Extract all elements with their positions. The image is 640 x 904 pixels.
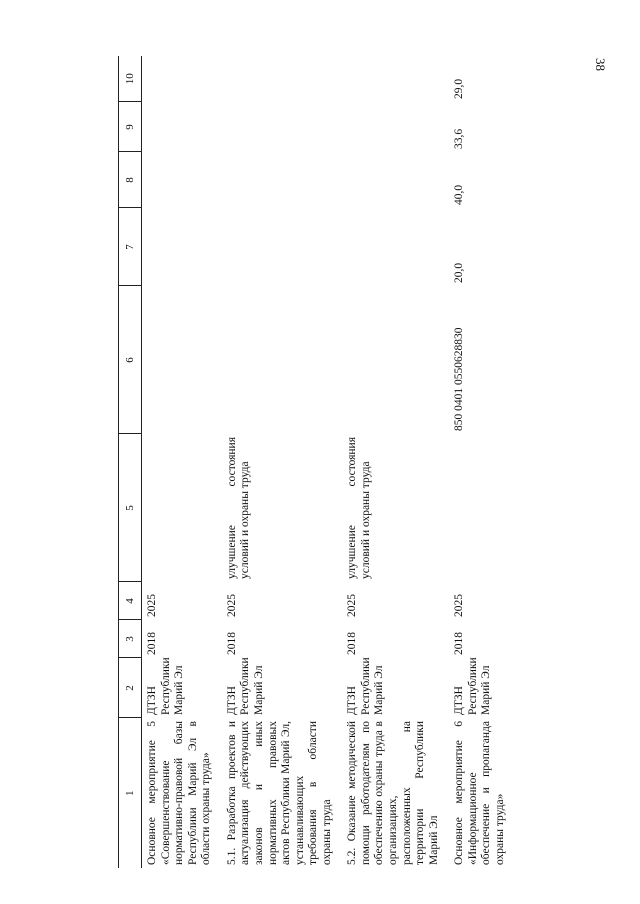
table-row: [445, 56, 511, 868]
col-header-5: 5: [119, 434, 142, 582]
activity-name: Основное мероприятие 6 «Информационное обеспечение и пропаганда охраны труда»: [453, 721, 506, 865]
value-col-7: 20,0: [453, 262, 466, 283]
expected-result: улучшение состояния условий и охраны труда: [346, 437, 372, 579]
expected-result: [142, 434, 218, 582]
rotated-table-container: [118, 56, 618, 868]
budget-code: [142, 286, 218, 434]
start-year: 2018: [453, 632, 466, 655]
col-header-8: 8: [119, 152, 142, 208]
program-table: [118, 56, 512, 868]
value-col-8: [142, 152, 218, 208]
col-header-7: 7: [119, 208, 142, 286]
value-col-10: 29,0: [453, 78, 466, 99]
col-header-6: 6: [119, 286, 142, 434]
budget-code: [218, 286, 339, 434]
executor: ДТЗН Республики Марий Эл: [346, 657, 386, 715]
start-year: 2018: [346, 632, 359, 655]
budget-code: 850 0401 0550628830: [453, 327, 466, 431]
executor: ДТЗН Республики Марий Эл: [146, 657, 186, 715]
value-col-9: [142, 102, 218, 152]
value-col-10: [338, 56, 445, 102]
value-col-9: 33,6: [453, 128, 466, 149]
end-year: 2025: [146, 594, 158, 617]
col-header-2: 2: [119, 658, 142, 718]
col-header-4: 4: [119, 582, 142, 620]
activity-name: Основное мероприятие 5 «Совершенствование нормативно-правовой базы Республики Марий Эл в области охраны труда»: [146, 721, 213, 865]
col-header-1: 1: [119, 718, 142, 868]
col-header-3: 3: [119, 620, 142, 658]
budget-code: [338, 286, 445, 434]
end-year: 2025: [225, 594, 238, 617]
table-row: [218, 56, 339, 868]
expected-result: [445, 434, 511, 582]
value-col-9: [338, 102, 445, 152]
start-year: 2018: [146, 632, 158, 655]
value-col-7: [142, 208, 218, 286]
expected-result: улучшение состояния условий и охраны труда: [225, 437, 252, 579]
value-col-10: [218, 56, 339, 102]
activity-name: 5.2. Оказание методической помощи работодателям по обеспечению охраны труда в организациях, расположенных на территории Республики Марий Эл: [346, 721, 440, 865]
table-row: [142, 56, 218, 868]
table-row: [338, 56, 445, 868]
value-col-7: [338, 208, 445, 286]
value-col-8: 40,0: [453, 184, 466, 205]
page-number: 38: [593, 58, 608, 71]
column-number-header: [119, 56, 142, 868]
activity-name: 5.1. Разработка проектов и актуализация действующих законов и иных нормативных правовых актов Республики Марий Эл, устанавливающих требования в области охраны труда: [225, 721, 333, 865]
col-header-9: 9: [119, 102, 142, 152]
value-col-8: [218, 152, 339, 208]
start-year: 2018: [225, 632, 238, 655]
end-year: 2025: [346, 594, 359, 617]
value-col-8: [338, 152, 445, 208]
value-col-7: [218, 208, 339, 286]
end-year: 2025: [453, 594, 466, 617]
value-col-10: [142, 56, 218, 102]
col-header-10: 10: [119, 56, 142, 102]
executor: ДТЗН Республики Марий Эл: [225, 657, 265, 715]
executor: ДТЗН Республики Марий Эл: [453, 657, 493, 715]
value-col-9: [218, 102, 339, 152]
